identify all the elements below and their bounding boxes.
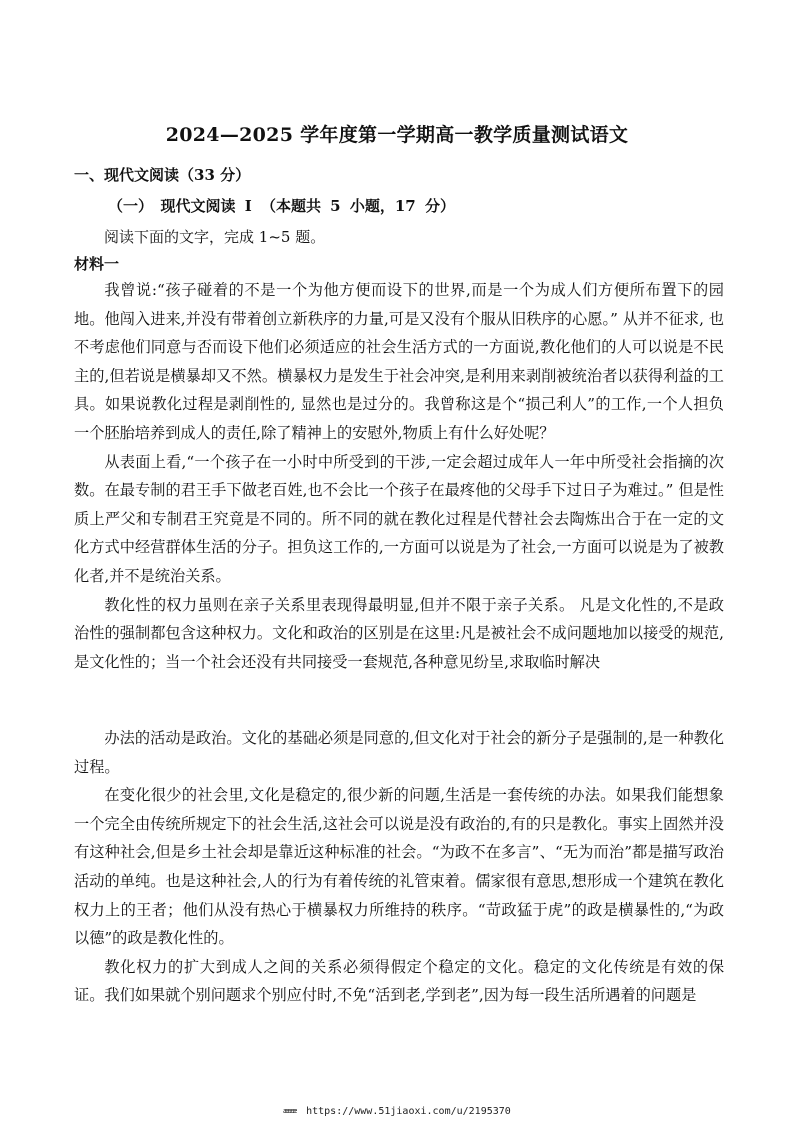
- sub-heading: （一） 现代文阅读 I （本题共 5 小题，17 分）: [108, 197, 455, 215]
- material-label: 材料一: [74, 255, 120, 273]
- paragraph: 我曾说:“孩子碰着的不是一个为他方便而设下的世界,而是一个为成人们方便所布置下的园地。他闯入进来,并没有带着创立新秩序的力量,可是又没有个服从旧秩序的心愿。” 从并不征求, 也不考虑他们同意与否而设下他们必须适应的社会生活方式的一方面说,教化他们的人可以说是不民主的,但若说是横暴却又不然。横暴权力是发生于社会冲突,是利用来剥削被统治者以获得利益的工具。如果说教化过程是剥削性的, 显然也是过分的。我曾称这是个“损己利人”的工作,一个人担负一个胚胎培养到成人的责任,除了精神上的安慰外,物质上有什么好处呢？: [74, 281, 724, 442]
- paragraph: 教化性的权力虽则在亲子关系里表现得最明显,但并不限于亲子关系。 凡是文化性的,不是政治性的强制都包含这种权力。文化和政治的区别是在这里:凡是被社会不成问题地加以接受的规范,是文化性的；当一个社会还没有共同接受一套规范,各种意见纷呈,求取临时解决: [74, 595, 724, 671]
- paragraph: 教化权力的扩大到成人之间的关系必须得假定个稳定的文化。稳定的文化传统是有效的保证。我们如果就个别问题求个别应付时,不免“活到老,学到老”,因为每一段生活所遇着的问题是: [74, 957, 724, 1005]
- paragraph: 办法的活动是政治。文化的基础必须是同意的,但文化对于社会的新分子是强制的,是一种教化过程。: [74, 729, 724, 776]
- passage-block-top: [74, 276, 724, 676]
- watermark-logo: ææææ: [283, 1107, 297, 1115]
- paragraph: 从表面上看,“一个孩子在一小时中所受到的干涉,一定会超过成年人一年中所受社会指摘的次数。在最专制的君王手下做老百姓,也不会比一个孩子在最疼他的父母手下过日子为难过。” 但是性质上严父和专制君王究竟是不同的。所不同的就在教化过程是代替社会去陶炼出合于在一定的文化方式中经营群体生活的分子。担负这工作的,一方面可以说是为了社会,一方面可以说是为了被教化者,并不是统治关系。: [74, 452, 724, 585]
- page-footer: [0, 1106, 794, 1117]
- passage-block-bottom: [74, 724, 724, 1010]
- instruction-text: 阅读下面的文字，完成 1~5 题。: [104, 228, 326, 246]
- footer-link[interactable]: https://www.51jiaoxi.com/u/2195370: [306, 1106, 511, 1117]
- section-heading: 一、现代文阅读（33 分）: [74, 166, 251, 184]
- paragraph: 在变化很少的社会里,文化是稳定的,很少新的问题,生活是一套传统的办法。如果我们能想象一个完全由传统所规定下的社会生活,这社会可以说是没有政治的,有的只是教化。事实上固然并没有这种社会,但是乡土社会却是靠近这种标准的社会。“为政不在多言”、“无为而治”都是描写政治活动的单纯。也是这种社会,人的行为有着传统的礼管束着。儒家很有意思,想形成一个建筑在教化权力上的王者；他们从没有热心于横暴权力所维持的秩序。“苛政猛于虎”的政是横暴性的,“为政以德”的政是教化性的。: [74, 786, 724, 948]
- page-title: 2024—2025 学年度第一学期高一教学质量测试语文: [165, 124, 629, 146]
